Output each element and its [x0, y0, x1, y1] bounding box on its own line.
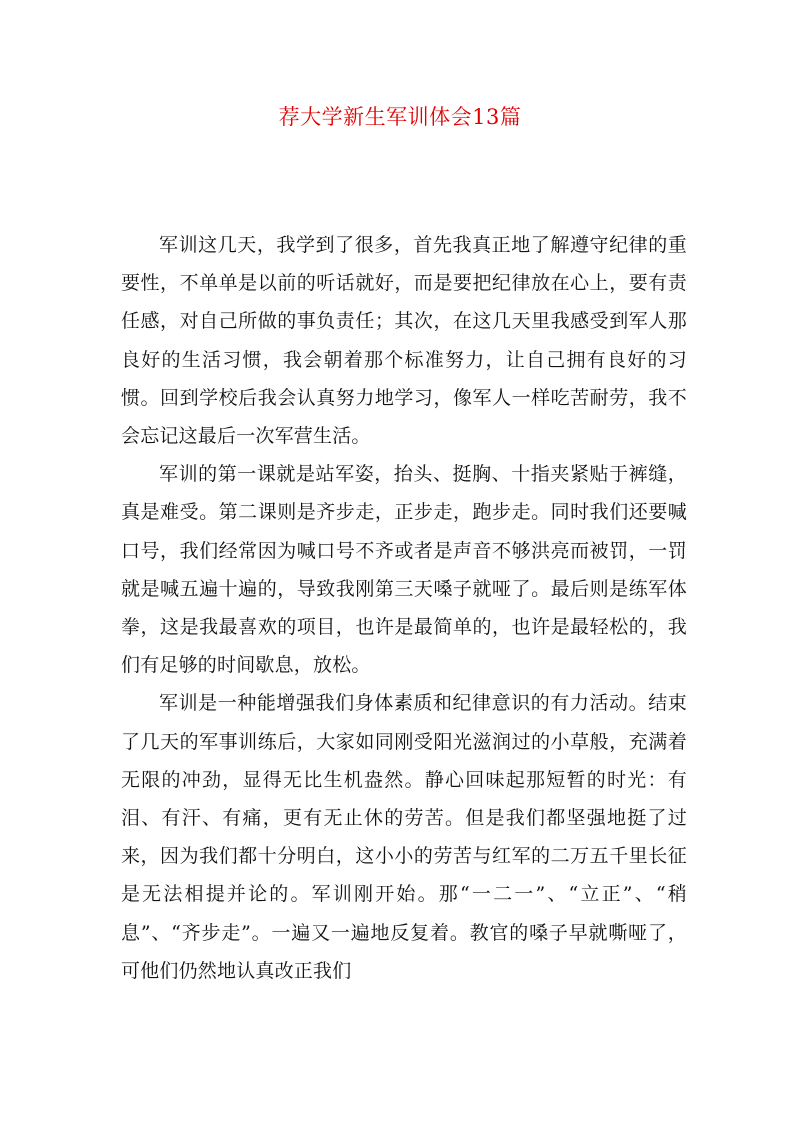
paragraph-2: 军训的第一课就是站军姿，抬头、挺胸、十指夹紧贴于裤缝，真是难受。第二课则是齐步走，正步走，跑步走。同时我们还要喊口号，我们经常因为喊口号不齐或者是声音不够洪亮而被罚，一罚就是喊五遍十遍的，导致我刚第三天嗓子就哑了。最后则是练军体拳，这是我最喜欢的项目，也许是最简单的，也许是最轻松的，我们有足够的时间歇息，放松。: [121, 463, 687, 677]
document-title: 荐大学新生军训体会13篇: [278, 105, 522, 129]
paragraph-3: 军训是一种能增强我们身体素质和纪律意识的有力活动。结束了几天的军事训练后，大家如同刚受阳光滋润过的小草般，充满着无限的冲劲，显得无比生机盎然。静心回味起那短暂的时光：有泪、有汗、有痛，更有无止休的劳苦。但是我们都坚强地挺了过来，因为我们都十分明白，这小小的劳苦与红军的二万五千里长征是无法相提并论的。军训刚开始。那“一二一”、“立正”、“稍息”、“齐步走”。一遍又一遍地反复着。教官的嗓子早就嘶哑了，可他们仍然地认真改正我们: [121, 692, 687, 982]
paragraph-1: 军训这几天，我学到了很多，首先我真正地了解遵守纪律的重要性，不单单是以前的听话就好，而是要把纪律放在心上，要有责任感，对自己所做的事负责任；其次，在这几天里我感受到军人那良好的生活习惯，我会朝着那个标准努力，让自己拥有良好的习惯。回到学校后我会认真努力地学习，像军人一样吃苦耐劳，我不会忘记这最后一次军营生活。: [121, 234, 687, 448]
document-body: [121, 226, 687, 990]
